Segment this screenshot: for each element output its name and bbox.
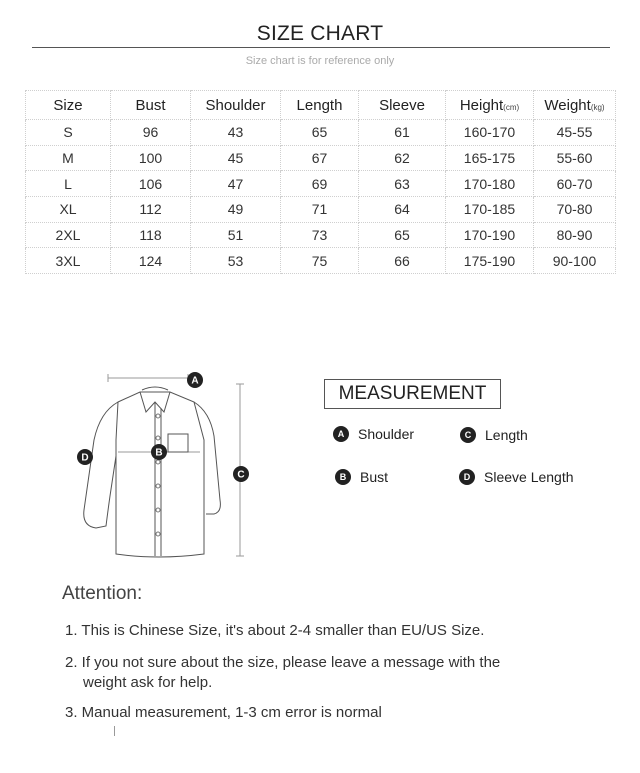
cell-bust: 118 bbox=[111, 222, 191, 248]
page-subtitle: Size chart is for reference only bbox=[245, 55, 395, 67]
shirt-diagram bbox=[70, 360, 280, 570]
size-table bbox=[25, 90, 616, 274]
table-row bbox=[26, 145, 616, 171]
cell-size: S bbox=[26, 120, 111, 146]
decorative-tick bbox=[114, 726, 115, 736]
badge-a: A bbox=[333, 426, 349, 442]
cell-length: 69 bbox=[281, 171, 359, 197]
cell-bust: 124 bbox=[111, 248, 191, 274]
table-row bbox=[26, 120, 616, 146]
cell-weight: 90-100 bbox=[534, 248, 616, 274]
table-header-row bbox=[26, 91, 616, 120]
note-1: 1. This is Chinese Size, it's about 2-4 smaller than EU/US Size. bbox=[65, 622, 485, 639]
header-length: Length bbox=[281, 91, 359, 120]
cell-bust: 112 bbox=[111, 197, 191, 223]
cell-bust: 96 bbox=[111, 120, 191, 146]
cell-size: L bbox=[26, 171, 111, 197]
cell-shoulder: 53 bbox=[191, 248, 281, 274]
table-row bbox=[26, 197, 616, 223]
cell-weight: 60-70 bbox=[534, 171, 616, 197]
cell-shoulder: 51 bbox=[191, 222, 281, 248]
cell-size: XL bbox=[26, 197, 111, 223]
marker-d bbox=[77, 449, 93, 465]
cell-bust: 106 bbox=[111, 171, 191, 197]
header-height bbox=[446, 91, 534, 120]
cell-weight: 80-90 bbox=[534, 222, 616, 248]
svg-text:D: D bbox=[81, 452, 89, 464]
attention-title: Attention: bbox=[62, 583, 143, 604]
shirt-outline bbox=[84, 387, 221, 557]
cell-size: 2XL bbox=[26, 222, 111, 248]
cell-height: 160-170 bbox=[446, 120, 534, 146]
header-height-label: Height bbox=[459, 96, 504, 114]
cell-sleeve: 66 bbox=[359, 248, 446, 274]
shirt-buttons bbox=[155, 414, 163, 536]
cell-size: 3XL bbox=[26, 248, 111, 274]
header-weight bbox=[534, 91, 616, 120]
badge-c: C bbox=[460, 427, 476, 443]
cell-length: 75 bbox=[281, 248, 359, 274]
legend-bust bbox=[335, 469, 388, 485]
cell-length: 65 bbox=[281, 120, 359, 146]
header-bust: Bust bbox=[111, 91, 191, 120]
legend-sleeve-length bbox=[459, 469, 574, 485]
height-unit: (cm) bbox=[503, 102, 520, 112]
header-size: Size bbox=[26, 91, 111, 120]
cell-shoulder: 49 bbox=[191, 197, 281, 223]
marker-c bbox=[233, 466, 249, 482]
header-sleeve: Sleeve bbox=[359, 91, 446, 120]
svg-text:C: C bbox=[237, 469, 245, 481]
table-row bbox=[26, 171, 616, 197]
cell-sleeve: 62 bbox=[359, 145, 446, 171]
cell-sleeve: 64 bbox=[359, 197, 446, 223]
cell-sleeve: 65 bbox=[359, 222, 446, 248]
weight-unit: (kg) bbox=[590, 102, 605, 112]
cell-height: 165-175 bbox=[446, 145, 534, 171]
table-row bbox=[26, 248, 616, 274]
badge-d: D bbox=[459, 469, 475, 485]
note-3: 3. Manual measurement, 1-3 cm error is normal bbox=[65, 704, 382, 721]
page-title: SIZE CHART bbox=[256, 22, 384, 45]
legend-label: Shoulder bbox=[358, 426, 415, 442]
header-weight-label: Weight bbox=[544, 96, 591, 114]
note-2-continued: weight ask for help. bbox=[83, 674, 213, 691]
cell-weight: 55-60 bbox=[534, 145, 616, 171]
cell-shoulder: 47 bbox=[191, 171, 281, 197]
legend-label: Bust bbox=[360, 469, 389, 485]
cell-height: 170-190 bbox=[446, 222, 534, 248]
table-row bbox=[26, 222, 616, 248]
svg-text:B: B bbox=[155, 447, 163, 459]
title-divider bbox=[32, 47, 610, 48]
measurement-title: MEASUREMENT bbox=[324, 379, 501, 409]
cell-height: 170-185 bbox=[446, 197, 534, 223]
cell-weight: 45-55 bbox=[534, 120, 616, 146]
cell-length: 73 bbox=[281, 222, 359, 248]
badge-b: B bbox=[335, 469, 351, 485]
marker-a bbox=[187, 372, 203, 388]
svg-text:A: A bbox=[191, 375, 199, 387]
cell-size: M bbox=[26, 145, 111, 171]
legend-shoulder bbox=[333, 426, 414, 442]
note-2: 2. If you not sure about the size, please leave a message with the bbox=[65, 654, 501, 671]
legend-label: Length bbox=[485, 427, 528, 443]
cell-sleeve: 63 bbox=[359, 171, 446, 197]
cell-shoulder: 43 bbox=[191, 120, 281, 146]
cell-weight: 70-80 bbox=[534, 197, 616, 223]
cell-sleeve: 61 bbox=[359, 120, 446, 146]
cell-length: 71 bbox=[281, 197, 359, 223]
marker-b bbox=[151, 444, 167, 460]
cell-height: 170-180 bbox=[446, 171, 534, 197]
header-shoulder: Shoulder bbox=[191, 91, 281, 120]
cell-shoulder: 45 bbox=[191, 145, 281, 171]
cell-height: 175-190 bbox=[446, 248, 534, 274]
cell-length: 67 bbox=[281, 145, 359, 171]
cell-bust: 100 bbox=[111, 145, 191, 171]
legend-label: Sleeve Length bbox=[484, 469, 574, 485]
legend-length bbox=[460, 427, 528, 443]
